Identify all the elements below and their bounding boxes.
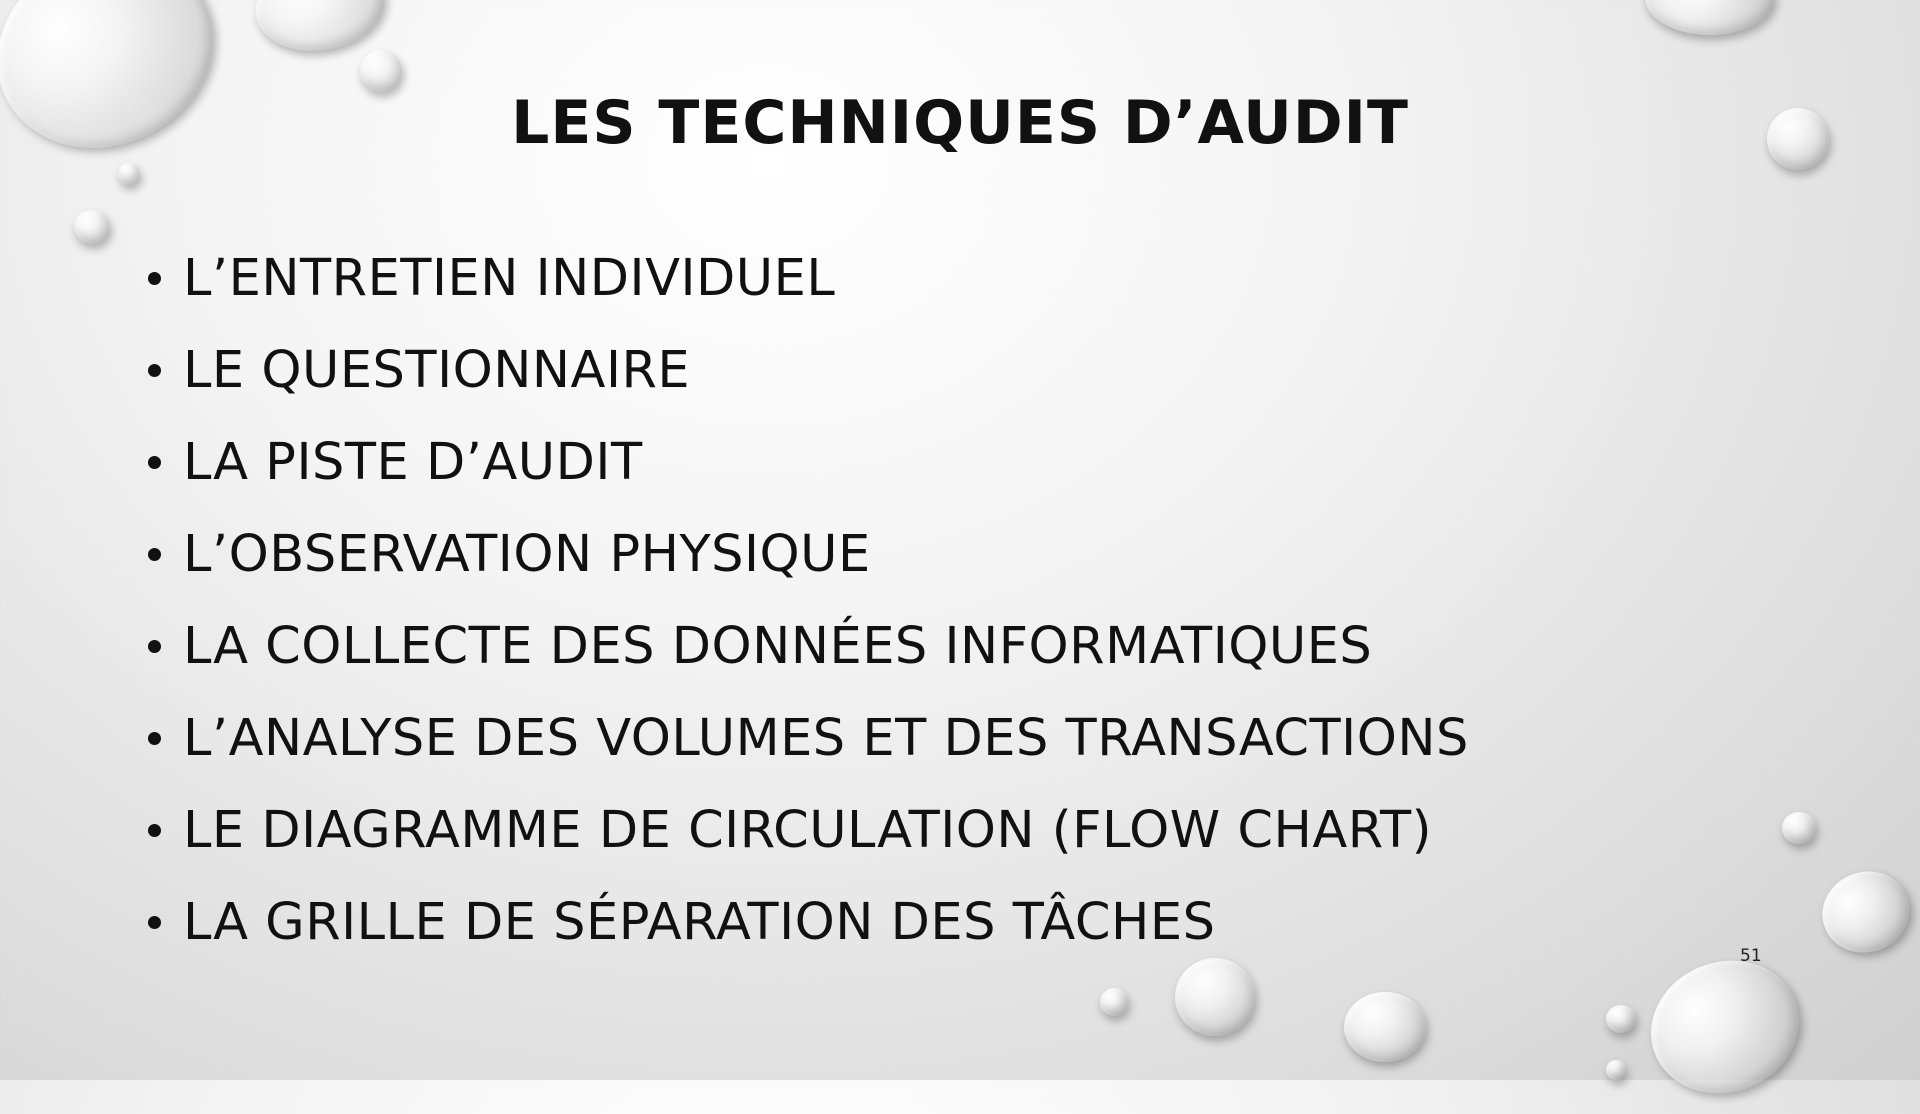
water-drop-decoration: [1606, 1005, 1636, 1033]
list-item-text: L’OBSERVATION PHYSIQUE: [183, 524, 871, 584]
water-drop-decoration: [1632, 940, 1817, 1113]
water-drop-decoration: [360, 50, 402, 92]
bullet-icon: [148, 824, 161, 837]
bullet-icon: [148, 364, 161, 377]
water-drop-decoration: [1811, 859, 1920, 964]
list-item: [148, 324, 1469, 416]
list-item-text: LA COLLECTE DES DONNÉES INFORMATIQUES: [183, 616, 1373, 676]
bullet-icon: [148, 640, 161, 653]
bullet-icon: [148, 272, 161, 285]
list-item-text: LE QUESTIONNAIRE: [183, 340, 691, 400]
list-item: [148, 232, 1469, 324]
list-item-text: L’ANALYSE DES VOLUMES ET DES TRANSACTIONS: [183, 708, 1469, 768]
bullet-icon: [148, 456, 161, 469]
water-drop-decoration: [1344, 992, 1426, 1062]
water-drop-decoration: [1100, 988, 1128, 1016]
list-item-text: LA GRILLE DE SÉPARATION DES TÂCHES: [183, 892, 1216, 952]
list-item-text: L’ENTRETIEN INDIVIDUEL: [183, 248, 836, 308]
page-number: 51: [1740, 946, 1762, 966]
list-item: [148, 692, 1469, 784]
water-drop-decoration: [1782, 812, 1816, 844]
bullet-list: [148, 232, 1469, 968]
bullet-icon: [148, 732, 161, 745]
water-drop-decoration: [1645, 0, 1775, 35]
bullet-icon: [148, 916, 161, 929]
list-item-text: LE DIAGRAMME DE CIRCULATION (FLOW CHART): [183, 800, 1433, 860]
slide-title: LES TECHNIQUES D’AUDIT: [511, 88, 1409, 158]
list-item: [148, 416, 1469, 508]
list-item: [148, 600, 1469, 692]
list-item: [148, 784, 1469, 876]
list-item: [148, 876, 1469, 968]
water-drop-decoration: [118, 163, 140, 185]
water-drop-decoration: [1606, 1060, 1626, 1080]
list-item-text: LA PISTE D’AUDIT: [183, 432, 643, 492]
list-item: [148, 508, 1469, 600]
water-drop-decoration: [74, 210, 110, 244]
bullet-icon: [148, 548, 161, 561]
water-drop-decoration: [1175, 958, 1255, 1036]
